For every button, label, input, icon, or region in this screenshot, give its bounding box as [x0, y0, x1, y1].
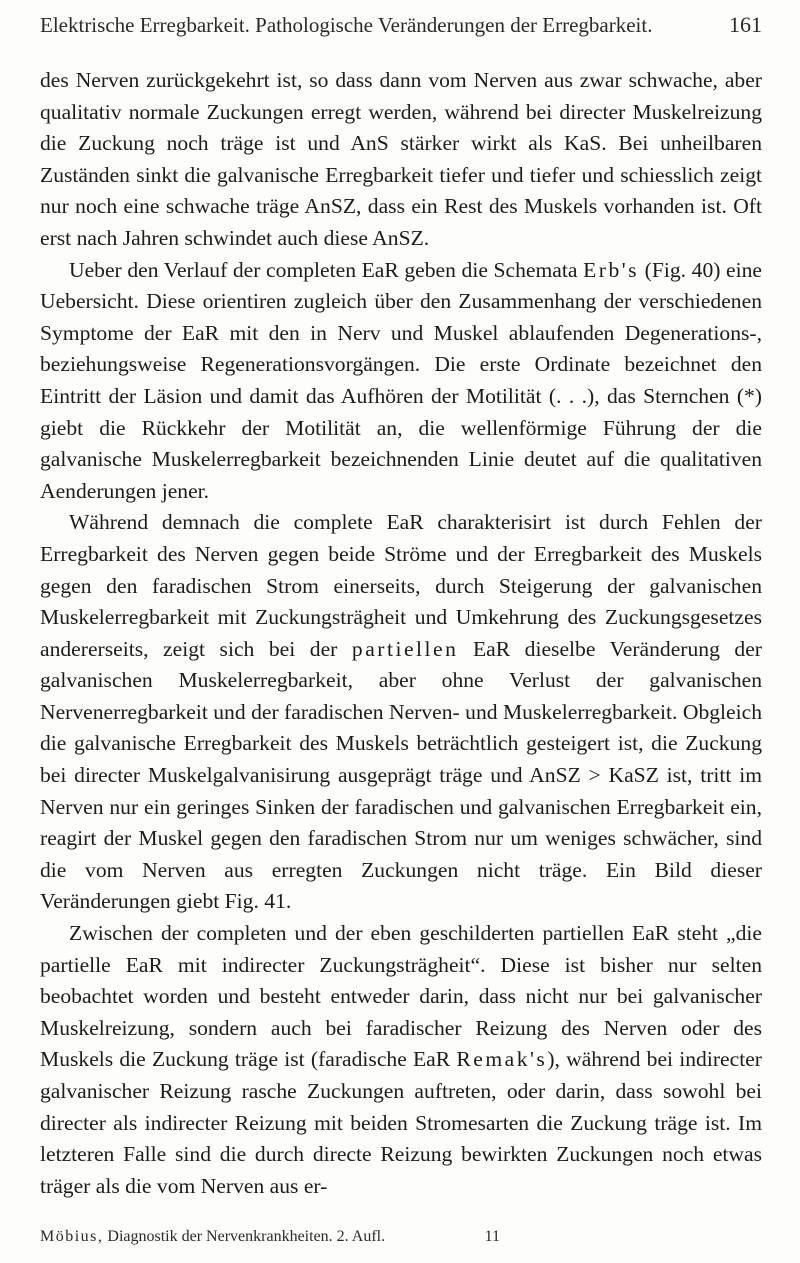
text-segment: (Fig. 40) eine Uebersicht. Diese orientiren zugleich über den Zusammenhang der verschiedenen Symptome der EaR mit den in Nerv und Muskel ablaufenden Degenerations-, beziehungsweise Regenerationsvorgängen. Die erste Ordinate bezeichnet den Eintritt der Läsion und damit das Aufhören der Motilität (. . .), das Sternchen (*) giebt die Rückkehr der Motilität an, die wellenförmige Führung der die galvanische Muskelerregbarkeit bezeichnenden Linie deutet auf die qualitativen Aenderungen jener. — [40, 257, 762, 503]
paragraph — [40, 65, 762, 255]
body-text — [40, 65, 762, 1202]
text-segment: Während demnach die complete EaR charakterisirt ist durch Fehlen der Erregbarkeit des Nerven gegen beide Ströme und der Erregbarkeit des Muskels gegen den faradischen Strom einerseits, durch Steigerung der galvanischen Muskelerregbarkeit mit Zuckungsträgheit und Umkehrung des Zuckungsgesetzes andererseits, zeigt sich bei der — [40, 510, 762, 661]
spaced-name: Remak's — [456, 1047, 548, 1072]
spaced-name: Erb's — [583, 257, 640, 282]
footer-book-title: Diagnostik der Nervenkrankheiten. 2. Aufl. — [107, 1228, 386, 1245]
page-footer — [40, 1228, 500, 1246]
page-number: 161 — [729, 12, 762, 37]
paragraph — [40, 507, 762, 918]
spaced-name: partiellen — [351, 636, 459, 661]
text-segment: des Nerven zurückgekehrt ist, so dass dann vom Nerven aus zwar schwache, aber qualitativ normale Zuckungen erregt werden, während bei directer Muskelreizung die Zuckung noch träge ist und AnS stärker wirkt als KaS. Bei unheilbaren Zuständen sinkt die galvanische Erregbarkeit tiefer und tiefer und schiesslich zeigt nur noch eine schwache träge AnSZ, dass ein Rest des Muskels vorhanden ist. Oft erst nach Jahren schwindet auch diese AnSZ. — [40, 68, 762, 250]
paragraph — [40, 255, 762, 508]
text-segment: Ueber den Verlauf der completen EaR geben die Schemata — [69, 257, 584, 282]
text-segment: Zwischen der completen und der eben geschilderten partiellen EaR steht „die partielle EaR mit indirecter Zuckungsträgheit“. Diese ist bisher nur selten beobachtet worden und besteht entweder darin, dass nicht nur bei galvanischer Muskelreizung, sondern auch bei faradischer Reizung des Nerven oder des Muskels die Zuckung träge ist (faradische EaR — [40, 921, 762, 1072]
text-segment: ), während bei indirecter galvanischer Reizung rasche Zuckungen auftreten, oder darin, dass sowohl bei directer als indirecter Reizung mit beiden Stromesarten die Zuckung träge ist. Im letzteren Falle sind die durch directe Reizung bewirkten Zuckungen noch etwas träger als die vom Nerven aus er- — [40, 1047, 762, 1198]
text-segment: EaR dieselbe Veränderung der galvanischen Muskelerregbarkeit, aber ohne Verlust der galvanischen Nervenerregbarkeit und der faradischen Nerven- und Muskelerregbarkeit. Obgleich die galvanische Erregbarkeit des Muskels beträchtlich gesteigert ist, die Zuckung bei directer Muskelgalvanisirung ausgeprägt träge und AnSZ > KaSZ ist, tritt im Nerven nur ein geringes Sinken der faradischen und galvanischen Erregbarkeit ein, reagirt der Muskel gegen den faradischen Strom nur um weniges schwächer, sind die vom Nerven aus erregten Zuckungen nicht träge. Ein Bild dieser Veränderungen giebt Fig. 41. — [40, 636, 762, 914]
signature-mark: 11 — [484, 1228, 500, 1245]
running-header — [40, 12, 762, 42]
running-title: Elektrische Erregbarkeit. Pathologische Veränderungen der Erregbarkeit. — [40, 13, 653, 37]
footer-author: Möbius, — [40, 1228, 104, 1245]
paragraph — [40, 918, 762, 1202]
